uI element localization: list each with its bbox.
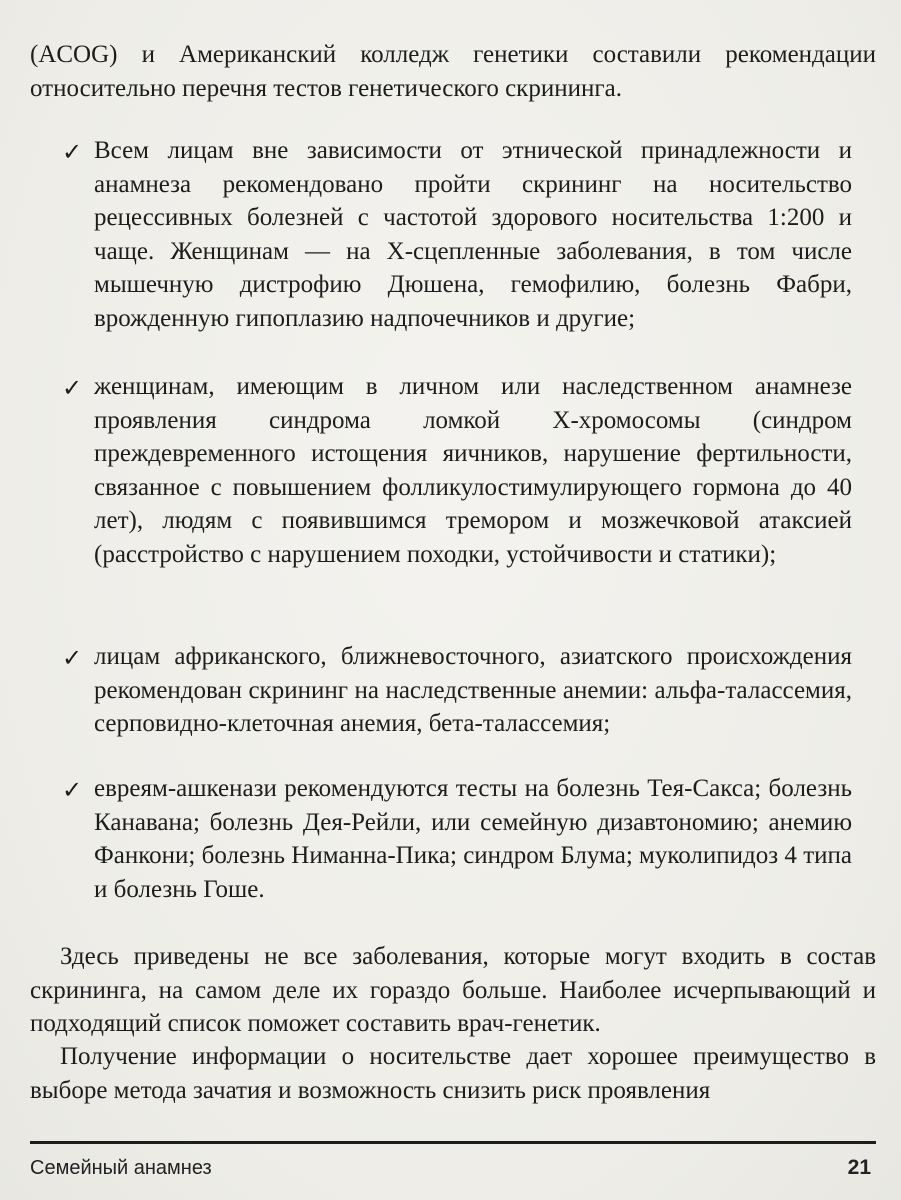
checkmark-icon: ✓ — [62, 776, 83, 804]
body-paragraph-1: Здесь приведены не все заболевания, которые могут входить в состав скрининга, на самом деле их гораздо больше. Наиболее исчерпывающий и подходящий список поможет составить врач-генетик. — [30, 943, 876, 1037]
body-paragraph-2: Получение информации о носительстве дает хорошее преимущество в выборе метода зачатия и возможность снизить риск проявления — [30, 1043, 876, 1104]
intro-paragraph: (ACOG) и Американский колледж генетики составили рекомендации относительно перечня тестов генетического скрининга. — [30, 41, 876, 102]
checkmark-icon: ✓ — [62, 374, 83, 402]
bullet-text: лицам африканского, ближневосточного, азиатского происхождения рекомендован скрининг на наследственные анемии: альфа-талассемия, серповидно-клеточная анемия, бета-талассемия; — [94, 643, 852, 737]
bullet-text: женщинам, имеющим в личном или наследственном анамнезе проявления синдрома ломкой X-хромосомы (синдром преждевременного истощения яичников, нарушение фертильности, связанное с повышением фолликулостимулирующего гормона до 40 лет), людям с появившимся тремором и мозжечковой атаксией (расстройство с нарушением походки, устойчивости и статики); — [94, 373, 852, 568]
checkmark-icon: ✓ — [62, 138, 83, 166]
running-footer-title: Семейный анамнез — [30, 1157, 212, 1179]
page-number: 21 — [847, 1156, 871, 1179]
bullet-text: Всем лицам вне зависимости от этнической принадлежности и анамнеза рекомендовано пройти скрининг на носительство рецессивных болезней с частотой здорового носительства 1:200 и чаще. Женщинам — на X-сцепленные заболевания, в том числе мышечную дистрофию Дюшена, гемофилию, болезнь Фабри, врожденную гипоплазию надпочечников и другие; — [94, 137, 852, 332]
footer-divider — [30, 1141, 876, 1144]
checkmark-icon: ✓ — [62, 644, 83, 672]
bullet-text: евреям-ашкенази рекомендуются тесты на болезнь Тея-Сакса; болезнь Канавана; болезнь Дея-Рейли, или семейную дизавтономию; анемию Фанкони; болезнь Ниманна-Пика; синдром Блума; муколипидоз 4 типа и болезнь Гоше. — [94, 775, 852, 903]
